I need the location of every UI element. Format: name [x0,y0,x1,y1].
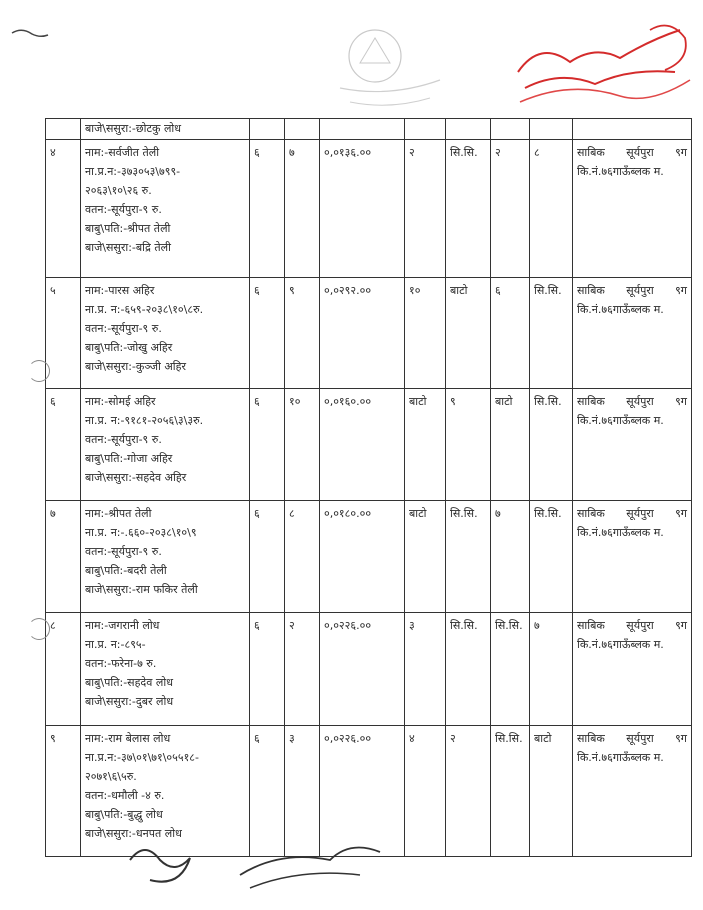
remarks-text: साबिक सूर्यपुरा ९ग कि.नं.७६गाऊँब्लक म. [577,619,687,651]
boundary-east-cell [405,119,446,140]
remarks-cell [573,726,692,857]
corner-mark [10,25,50,39]
boundary-west-cell [446,119,491,140]
owner-detail-line: वतन:-सूर्यपुरा-९ रु. [85,545,162,558]
boundary-north-cell: ६ [491,278,530,389]
sheet-number-cell: ६ [250,501,285,613]
boundary-south-cell: सि.सि. [530,278,573,389]
table-row [46,140,692,278]
red-handwritten-annotation [500,10,700,110]
boundary-east-cell: ३ [405,613,446,726]
remarks-cell [573,278,692,389]
owner-detail-line: ना.प्र. न:-६५९-२०३८\१०\८रु. [85,303,204,316]
boundary-north-cell: सि.सि. [491,613,530,726]
owner-details-cell [81,140,250,278]
plot-number-cell: ७ [285,140,320,278]
sheet-number-cell: ६ [250,613,285,726]
owner-details-cell [81,278,250,389]
serial-number-cell: ८ [46,613,81,726]
boundary-south-cell: बाटो [530,726,573,857]
remarks-text: साबिक सूर्यपुरा ९ग कि.नं.७६गाऊँब्लक म. [577,284,687,316]
sheet-number-cell: ६ [250,726,285,857]
boundary-west-cell: २ [446,726,491,857]
remarks-cell [573,501,692,613]
owner-detail-line: बाबु\पति:-गोजा अहिर [85,452,173,465]
owner-detail-line: बाजे\ससुरा:-बद्रि तेली [85,241,171,254]
land-records-table [45,118,692,857]
owner-detail-line: नाम:-राम बेलास लोध [85,732,171,745]
plot-number-cell: ८ [285,501,320,613]
owner-detail-line: वतन:-सूर्यपुरा-९ रु. [85,203,162,216]
table-row [46,389,692,501]
boundary-east-cell: २ [405,140,446,278]
owner-detail-line: नाम:-पारस अहिर [85,284,155,297]
serial-number-cell: ७ [46,501,81,613]
area-cell: ०,०१३६.०० [320,140,405,278]
boundary-east-cell: बाटो [405,501,446,613]
boundary-west-cell: सि.सि. [446,613,491,726]
boundary-south-cell [530,119,573,140]
owner-detail-line: ना.प्र. न:-९१८१-२०५६\३\३रु. [85,414,204,427]
boundary-west-cell: बाटो [446,278,491,389]
remarks-cell [573,140,692,278]
owner-detail-line: बाजे\ससुरा:-दुबर लोध [85,695,174,708]
owner-details-cell [81,613,250,726]
owner-detail-line: बाजे\ससुरा:-सहदेव अहिर [85,471,187,484]
boundary-west-cell: सि.सि. [446,140,491,278]
area-cell: ०,०२२६.०० [320,613,405,726]
serial-number-cell: ६ [46,389,81,501]
remarks-cell [573,119,692,140]
boundary-north-cell [491,119,530,140]
owner-detail-line: नाम:-जगरानी लोध [85,619,160,632]
sheet-number-cell: ६ [250,389,285,501]
owner-detail-line: नाम:-श्रीपत तेली [85,507,152,520]
plot-number-cell: ३ [285,726,320,857]
boundary-north-cell: बाटो [491,389,530,501]
remarks-text: साबिक सूर्यपुरा ९ग कि.नं.७६गाऊँब्लक म. [577,395,687,427]
remarks-cell [573,389,692,501]
plot-number-cell: ९ [285,278,320,389]
owner-detail-line: वतन:-सूर्यपुरा-९ रु. [85,433,162,446]
boundary-north-cell: ७ [491,501,530,613]
boundary-south-cell: सि.सि. [530,389,573,501]
government-seal-watermark [320,18,460,113]
owner-detail-line: ना.प्र. न:-८९५- [85,638,146,651]
owner-detail-line: नाम:-सोमई अहिर [85,395,156,408]
owner-detail-line: बाजे\ससुरा:-राम फकिर तेली [85,583,198,596]
owner-details-cell [81,501,250,613]
remarks-text: साबिक सूर्यपुरा ९ग कि.नं.७६गाऊँब्लक म. [577,732,687,764]
sheet-number-cell: ६ [250,140,285,278]
owner-detail-line: ना.प्र.न:-३७३०५३\७९९- [85,165,181,178]
owner-detail-line: वतन:-फरेना-७ रु. [85,657,157,670]
owner-detail-line: वतन:-धमौली -४ रु. [85,789,165,802]
area-cell: ०,०२२६.०० [320,726,405,857]
boundary-south-cell: ८ [530,140,573,278]
plot-number-cell [285,119,320,140]
area-cell: ०,०२९२.०० [320,278,405,389]
bottom-signatures [120,830,420,900]
owner-detail-line: बाबु\पति:-श्रीपत तेली [85,222,171,235]
owner-detail-line: बाबु\पति:-सहदेव लोध [85,676,173,689]
owner-detail-line: बाबु\पति:-बदरी तेली [85,564,167,577]
boundary-east-cell: ४ [405,726,446,857]
serial-number-cell [46,119,81,140]
owner-detail-line: बाबु\पति:-जोखु अहिर [85,341,173,354]
serial-number-cell: ५ [46,278,81,389]
owner-detail-line: २०६३\१०\२६ रु. [85,184,152,197]
owner-detail-line: बाजे\ससुरा:-छोटकु लोध [85,122,182,135]
boundary-east-cell: १० [405,278,446,389]
owner-detail-line: ना.प्र. न:-.६६०-२०३८\१०\९ [85,526,197,539]
plot-number-cell: २ [285,613,320,726]
table-row [46,278,692,389]
remarks-cell [573,613,692,726]
remarks-text: साबिक सूर्यपुरा ९ग कि.नं.७६गाऊँब्लक म. [577,146,687,178]
sheet-number-cell [250,119,285,140]
serial-number-cell: ९ [46,726,81,857]
remarks-text: साबिक सूर्यपुरा ९ग कि.नं.७६गाऊँब्लक म. [577,507,687,539]
boundary-south-cell: ७ [530,613,573,726]
owner-detail-line: २०७१\६\५रु. [85,770,137,783]
boundary-west-cell: सि.सि. [446,501,491,613]
table-row [46,501,692,613]
owner-detail-line: बाजे\ससुरा:-कुञ्जी अहिर [85,360,186,373]
owner-detail-line: ना.प्र.न:-३७\०१\७१\०५५१८- [85,751,199,764]
owner-detail-line: नाम:-सर्वजीत तेली [85,146,160,159]
punch-hole-mark [28,618,50,640]
area-cell [320,119,405,140]
boundary-east-cell: बाटो [405,389,446,501]
owner-detail-line: बाबु\पति:-बुद्धु लोध [85,808,163,821]
area-cell: ०,०१६०.०० [320,389,405,501]
boundary-north-cell: सि.सि. [491,726,530,857]
boundary-west-cell: ९ [446,389,491,501]
punch-hole-mark [28,360,50,382]
table-row-continuation [46,119,692,140]
owner-detail-line: बाजे\ससुरा:-धनपत लोध [85,827,182,840]
table-row [46,613,692,726]
owner-detail-line: वतन:-सूर्यपुरा-९ रु. [85,322,162,335]
owner-details-cell [81,119,250,140]
serial-number-cell: ४ [46,140,81,278]
area-cell: ०,०१८०.०० [320,501,405,613]
boundary-north-cell: २ [491,140,530,278]
plot-number-cell: १० [285,389,320,501]
owner-details-cell [81,389,250,501]
boundary-south-cell: सि.सि. [530,501,573,613]
sheet-number-cell: ६ [250,278,285,389]
